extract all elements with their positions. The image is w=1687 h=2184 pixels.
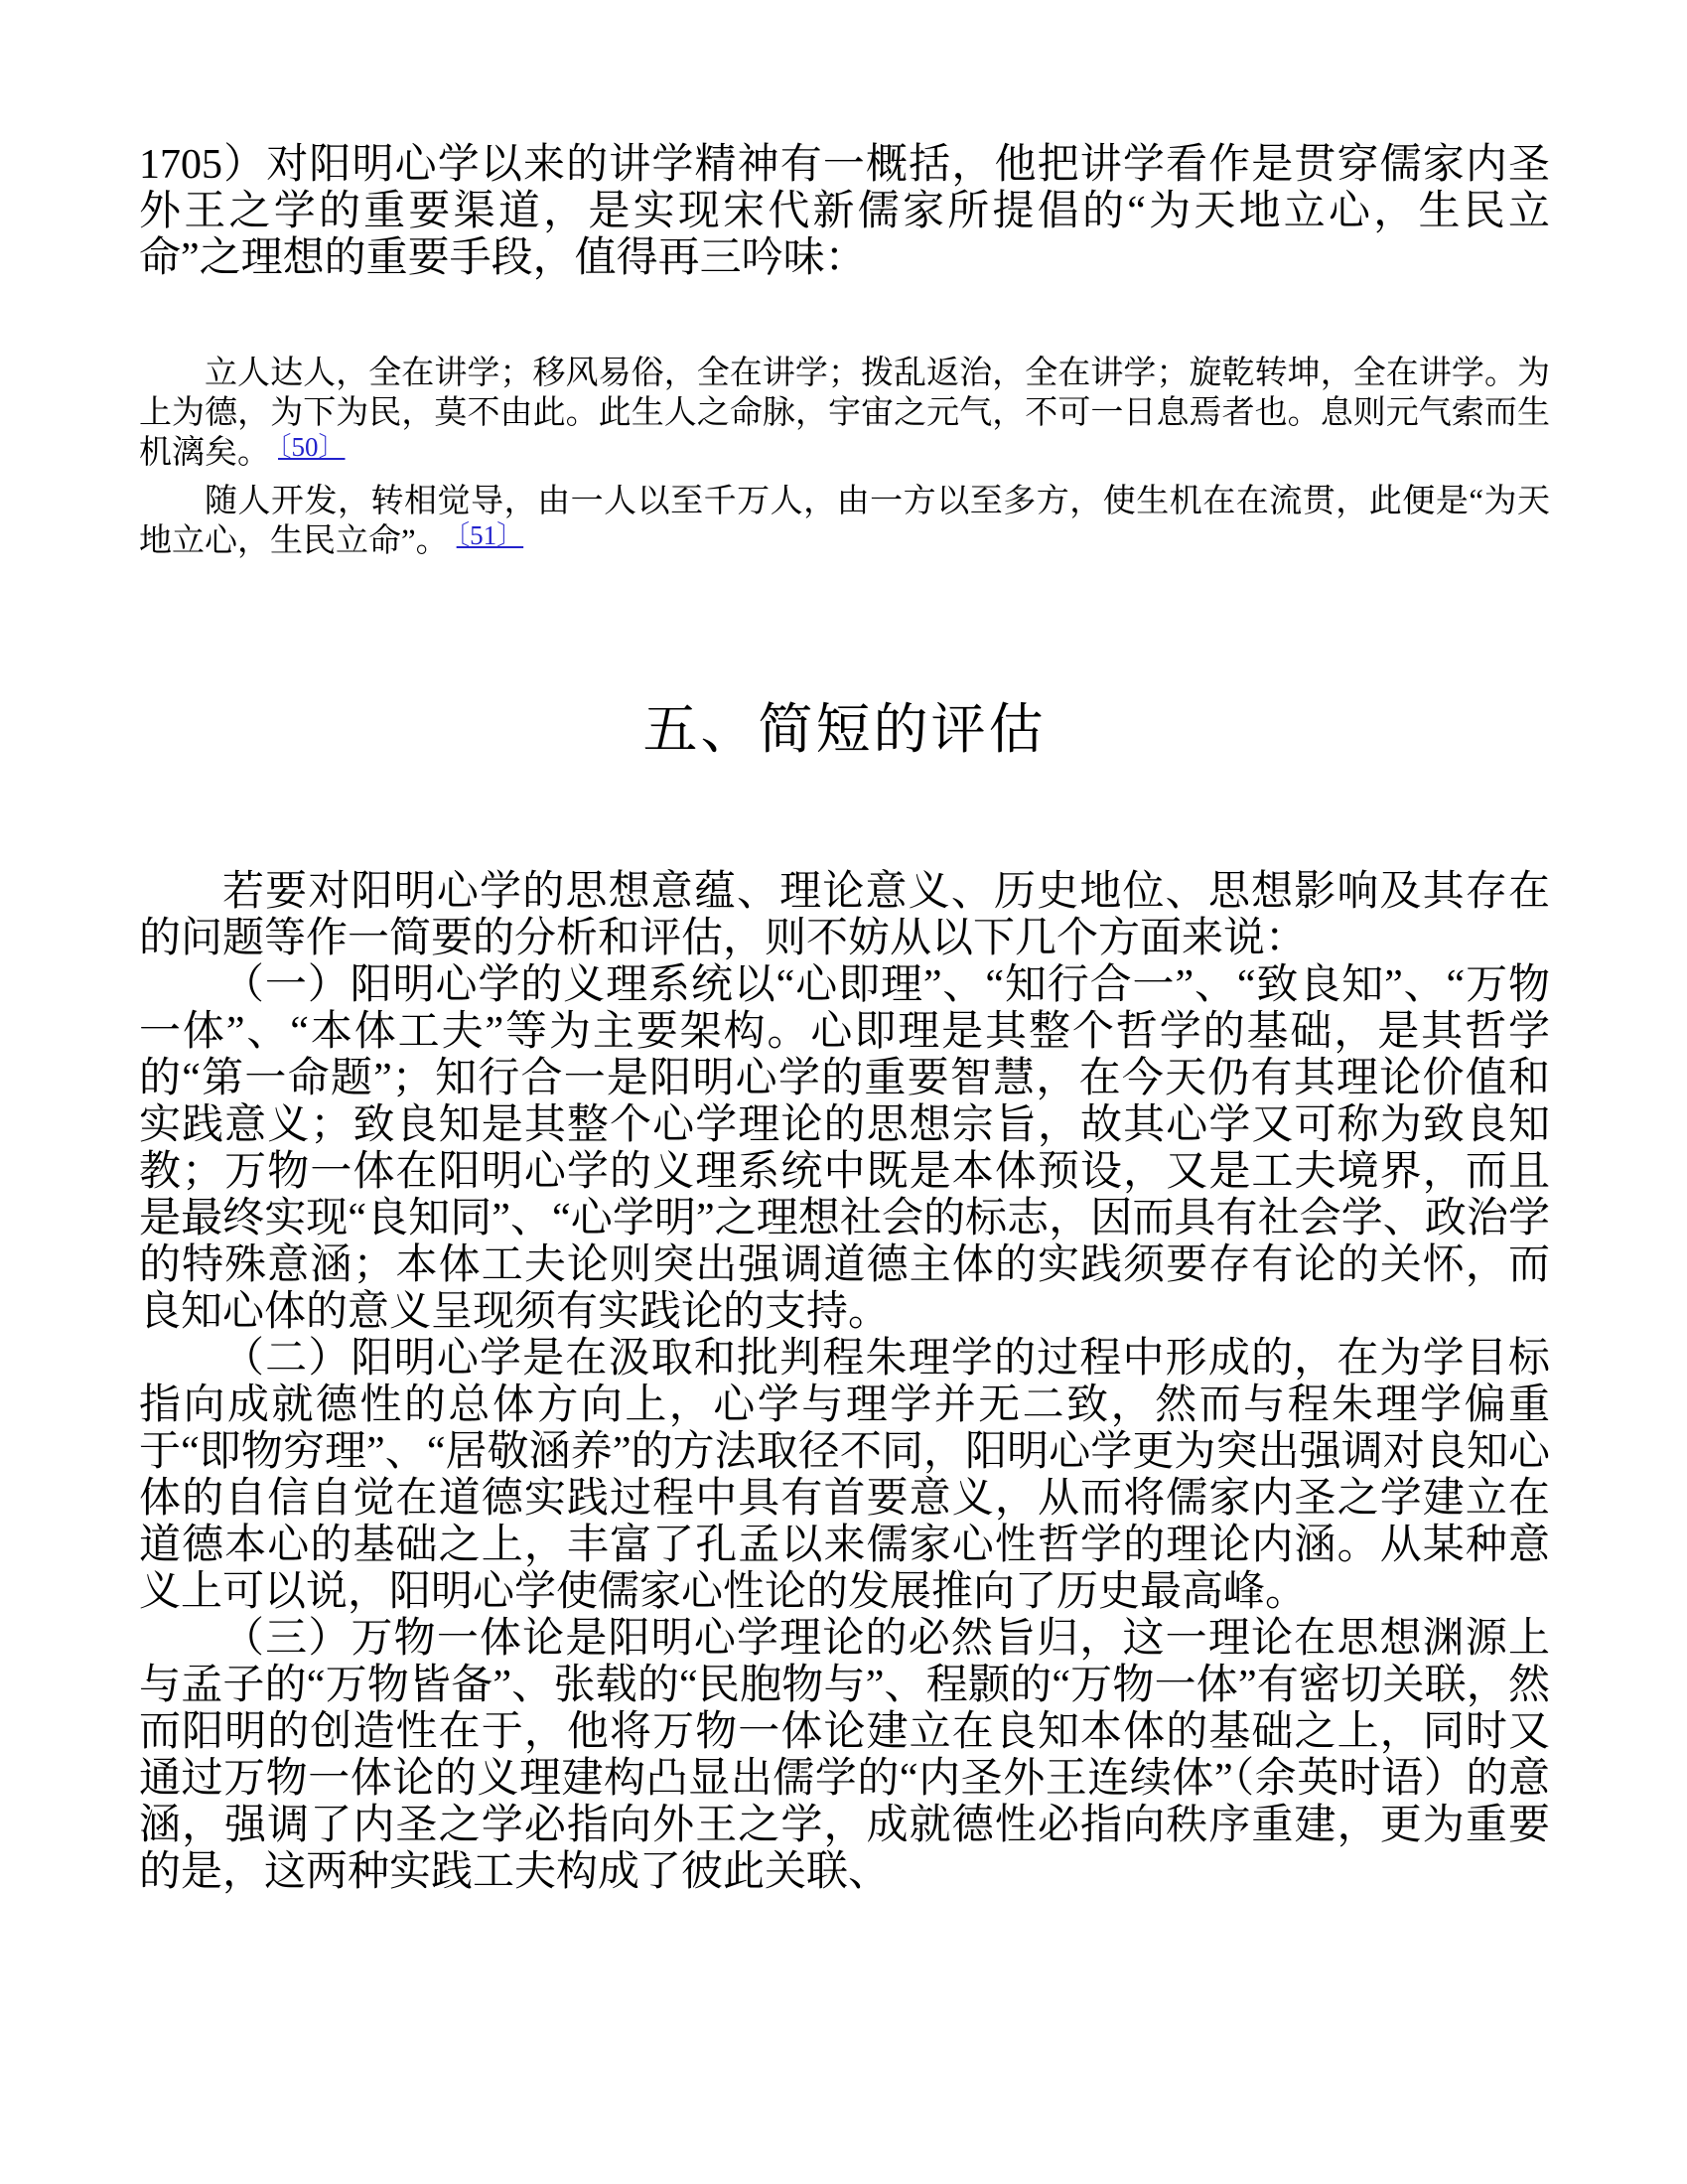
- quote-block-2: [139, 482, 1550, 562]
- quote-text-1: 立人达人，全在讲学；移风易俗，全在讲学；拨乱返治，全在讲学；旋乾转坤，全在讲学。为上为德，为下为民，莫不由此。此生人之命脉，宇宙之元气，不可一日息焉者也。息则元气索而生机漓矣。: [139, 356, 1550, 471]
- paragraph-overview: 若要对阳明心学的思想意蕴、理论意义、历史地位、思想影响及其存在的问题等作一简要的分析和评估，则不妨从以下几个方面来说：: [139, 869, 1550, 961]
- paragraph-point-3: （三）万物一体论是阳明心学理论的必然旨归，这一理论在思想渊源上与孟子的“万物皆备”、张载的“民胞物与”、程颢的“万物一体”有密切关联，然而阳明的创造性在于，他将万物一体论建立在良知本体的基础之上，同时又通过万物一体论的义理建构凸显出儒学的“内圣外王连续体”（余英时语）的意涵，强调了内圣之学必指向外王之学，成就德性必指向秩序重建，更为重要的是，这两种实践工夫构成了彼此关联、: [139, 1616, 1550, 1895]
- quote-text-2: 随人开发，转相觉导，由一人以至千万人，由一方以至多方，使生机在在流贯，此便是“为天地立心，生民立命”。: [139, 484, 1550, 559]
- intro-paragraph: 1705）对阳明心学以来的讲学精神有一概括，他把讲学看作是贯穿儒家内圣外王之学的重要渠道，是实现宋代新儒家所提倡的“为天地立心，生民立命”之理想的重要手段，值得再三吟味：: [139, 142, 1550, 281]
- footnote-link-50[interactable]: 〔50〕: [278, 432, 346, 462]
- paragraph-point-1: （一）阳明心学的义理系统以“心即理”、“知行合一”、“致良知”、“万物一体”、“本体工夫”等为主要架构。心即理是其整个哲学的基础，是其哲学的“第一命题”；知行合一是阳明心学的重要智慧，在今天仍有其理论价值和实践意义；致良知是其整个心学理论的思想宗旨，故其心学又可称为致良知教；万物一体在阳明心学的义理系统中既是本体预设，又是工夫境界，而且是最终实现“良知同”、“心学明”之理想社会的标志，因而具有社会学、政治学的特殊意涵；本体工夫论则突出强调道德主体的实践须要存有论的关怀，而良知心体的意义呈现须有实践论的支持。: [139, 962, 1550, 1335]
- quote-block-1: [139, 354, 1550, 474]
- paragraph-point-2: （二）阳明心学是在汲取和批判程朱理学的过程中形成的，在为学目标指向成就德性的总体方向上，心学与理学并无二致，然而与程朱理学偏重于“即物穷理”、“居敬涵养”的方法取径不同，阳明心学更为突出强调对良知心体的自信自觉在道德实践过程中具有首要意义，从而将儒家内圣之学建立在道德本心的基础之上，丰富了孔孟以来儒家心性哲学的理论内涵。从某种意义上可以说，阳明心学使儒家心性论的发展推向了历史最高峰。: [139, 1336, 1550, 1615]
- footnote-link-51[interactable]: 〔51〕: [456, 520, 524, 550]
- section-heading: 五、简短的评估: [642, 699, 1047, 760]
